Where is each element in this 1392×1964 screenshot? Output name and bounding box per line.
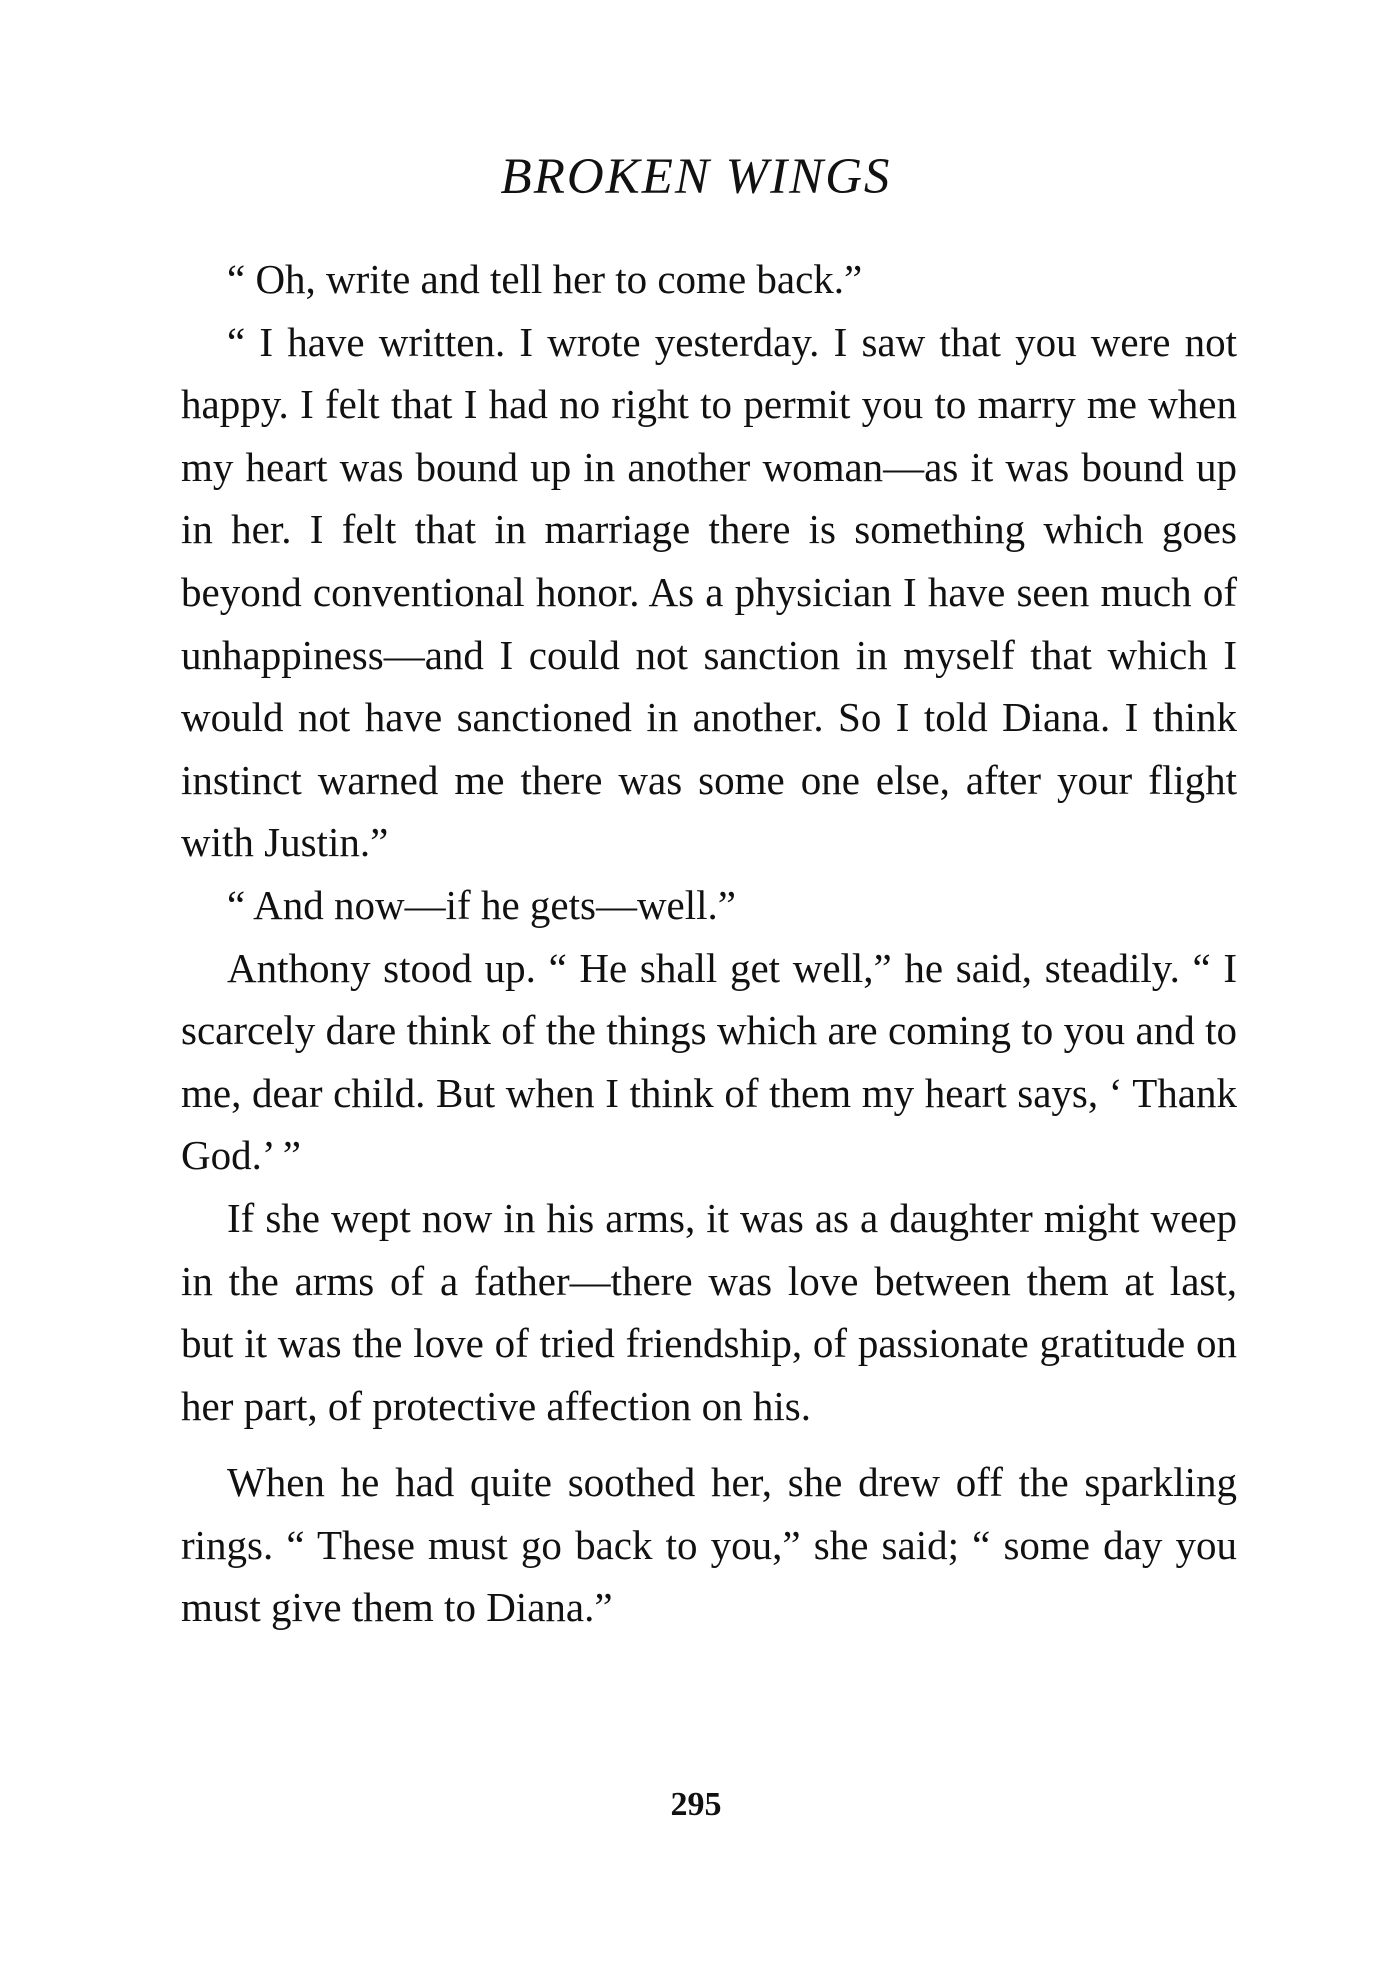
paragraph: Anthony stood up. “ He shall get well,” he said, steadily. “ I scarcely dare think of the things which are coming to you and to me, dear child. But when I think of them my heart says, ‘ Thank God.’ ” bbox=[181, 944, 1237, 1179]
paragraph: “ Oh, write and tell her to come back.” bbox=[227, 256, 863, 302]
page-number: 295 bbox=[670, 1786, 722, 1823]
paragraph: “ I have written. I wrote yesterday. I saw that you were not happy. I felt that I had no right to permit you to marry me when my heart was bound up in another woman—as it was bound up in her. I felt that in marriage there is something which goes beyond conventional honor. As a physician I have seen much of unhappiness—and I could not sanction in myself that which I would not have sanctioned in another. So I told Diana. I think instinct warned me there was some one else, after your flight with Justin.” bbox=[181, 318, 1237, 866]
body-text bbox=[181, 248, 1237, 1639]
running-head: BROKEN WINGS bbox=[500, 149, 892, 205]
paragraph: If she wept now in his arms, it was as a daughter might weep in the arms of a father—there was love between them at last, but it was the love of tried friendship, of passionate gratitude on her part, of protective affection on his. bbox=[181, 1194, 1237, 1429]
paragraph: When he had quite soothed her, she drew off the sparkling rings. “ These must go back to you,” she said; “ some day you must give them to Diana.” bbox=[181, 1459, 1237, 1631]
paragraph: “ And now—if he gets—well.” bbox=[227, 881, 736, 928]
